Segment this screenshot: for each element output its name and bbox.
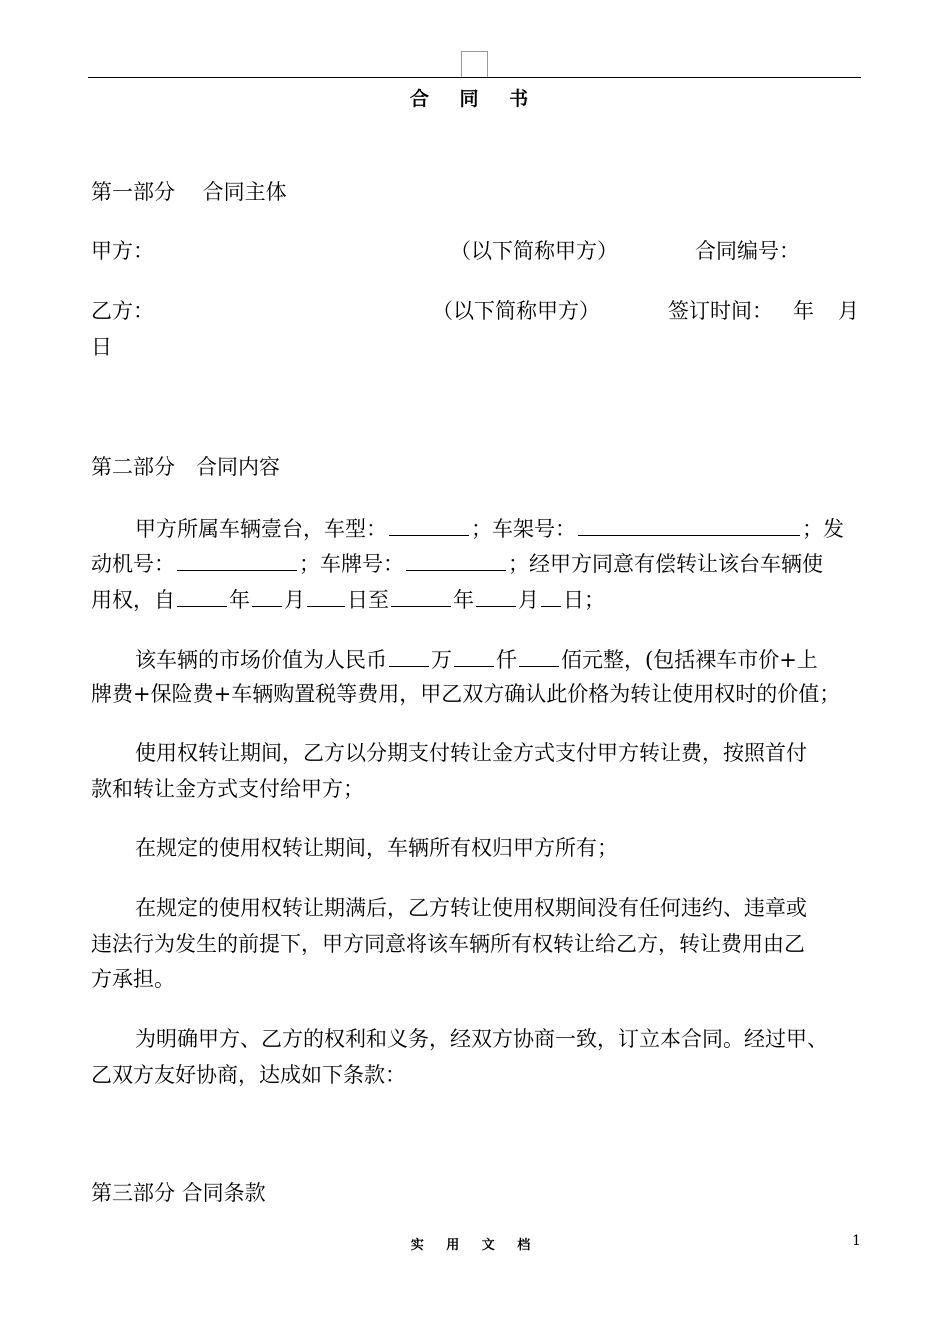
party-a-note: （以下简称甲方） — [450, 239, 618, 263]
blank-wan — [389, 644, 429, 667]
part2-heading: 第二部分 合同内容 — [91, 455, 280, 479]
blank-start-year — [177, 584, 227, 607]
paragraph-value-line2: 牌费+保险费+车辆购置税等费用，甲乙双方确认此价格为转让使用权时的价值； — [91, 682, 841, 706]
paragraph-transfer-line2: 违法行为发生的前提下，甲方同意将该车辆所有权转让给乙方，转让费用由乙 — [91, 932, 805, 956]
contract-number-label: 合同编号： — [695, 239, 800, 263]
blank-plate-number — [406, 548, 506, 571]
sign-year: 年 — [793, 299, 814, 323]
paragraph-value-line1 — [135, 644, 818, 674]
paragraph-vehicle-line2 — [91, 548, 823, 578]
blank-bai — [519, 644, 559, 667]
text-segment: 年 — [453, 588, 474, 612]
paragraph-payment-line2: 款和转让金方式支付给甲方； — [91, 777, 364, 801]
paragraph-agreement-line1: 为明确甲方、乙方的权利和义务，经双方协商一致，订立本合同。经过甲、 — [135, 1027, 828, 1051]
page-number: 1 — [852, 1233, 861, 1249]
footer-label: 实 用 文 档 — [410, 1238, 540, 1253]
text-segment: 动机号： — [91, 552, 175, 576]
header-rule — [88, 77, 861, 78]
party-a-label: 甲方： — [91, 239, 154, 263]
blank-start-month — [252, 584, 282, 607]
paragraph-vehicle-line1 — [135, 513, 844, 543]
text-segment: ；车牌号： — [299, 552, 404, 576]
text-segment: 佰元整，(包括裸车市价+上 — [561, 648, 818, 672]
sign-time-label: 签订时间： — [668, 299, 773, 323]
blank-qian — [454, 644, 494, 667]
part3-heading: 第三部分 合同条款 — [91, 1181, 266, 1205]
blank-end-year — [391, 584, 451, 607]
blank-end-month — [476, 584, 516, 607]
document-title: 合 同 书 — [409, 88, 541, 110]
text-segment: 甲方所属车辆壹台，车型： — [135, 517, 387, 541]
text-segment: 日至 — [347, 588, 389, 612]
text-segment: 日； — [563, 588, 605, 612]
part1-heading: 第一部分 合同主体 — [91, 180, 287, 204]
blank-start-day — [307, 584, 345, 607]
paragraph-transfer-line1: 在规定的使用权转让期满后，乙方转让使用权期间没有任何违约、违章或 — [135, 896, 807, 920]
paragraph-ownership: 在规定的使用权转让期间，车辆所有权归甲方所有； — [135, 836, 618, 860]
text-segment: 万 — [431, 648, 452, 672]
text-segment: ；经甲方同意有偿转让该台车辆使 — [508, 552, 823, 576]
blank-car-model — [389, 513, 469, 536]
paragraph-payment-line1: 使用权转让期间，乙方以分期支付转让金方式支付甲方转让费，按照首付 — [135, 741, 807, 765]
sign-month: 月 — [838, 299, 859, 323]
blank-vin — [578, 513, 800, 536]
paragraph-vehicle-line3 — [91, 584, 605, 614]
party-b-note: （以下简称甲方） — [432, 299, 600, 323]
text-segment: 该车辆的市场价值为人民币 — [135, 648, 387, 672]
party-b-label: 乙方： — [91, 299, 154, 323]
text-segment: 月 — [518, 588, 539, 612]
sign-day: 日 — [91, 335, 112, 359]
blank-engine-number — [177, 548, 297, 571]
text-segment: 用权，自 — [91, 588, 175, 612]
text-segment: 年 — [229, 588, 250, 612]
paragraph-agreement-line2: 乙双方友好协商，达成如下条款： — [91, 1063, 406, 1087]
text-segment: ；发 — [802, 517, 844, 541]
paragraph-transfer-line3: 方承担。 — [91, 967, 175, 991]
text-segment: ；车架号： — [471, 517, 576, 541]
blank-end-day — [541, 584, 561, 607]
text-segment: 仟 — [496, 648, 517, 672]
text-segment: 月 — [284, 588, 305, 612]
header-tab — [461, 51, 488, 77]
